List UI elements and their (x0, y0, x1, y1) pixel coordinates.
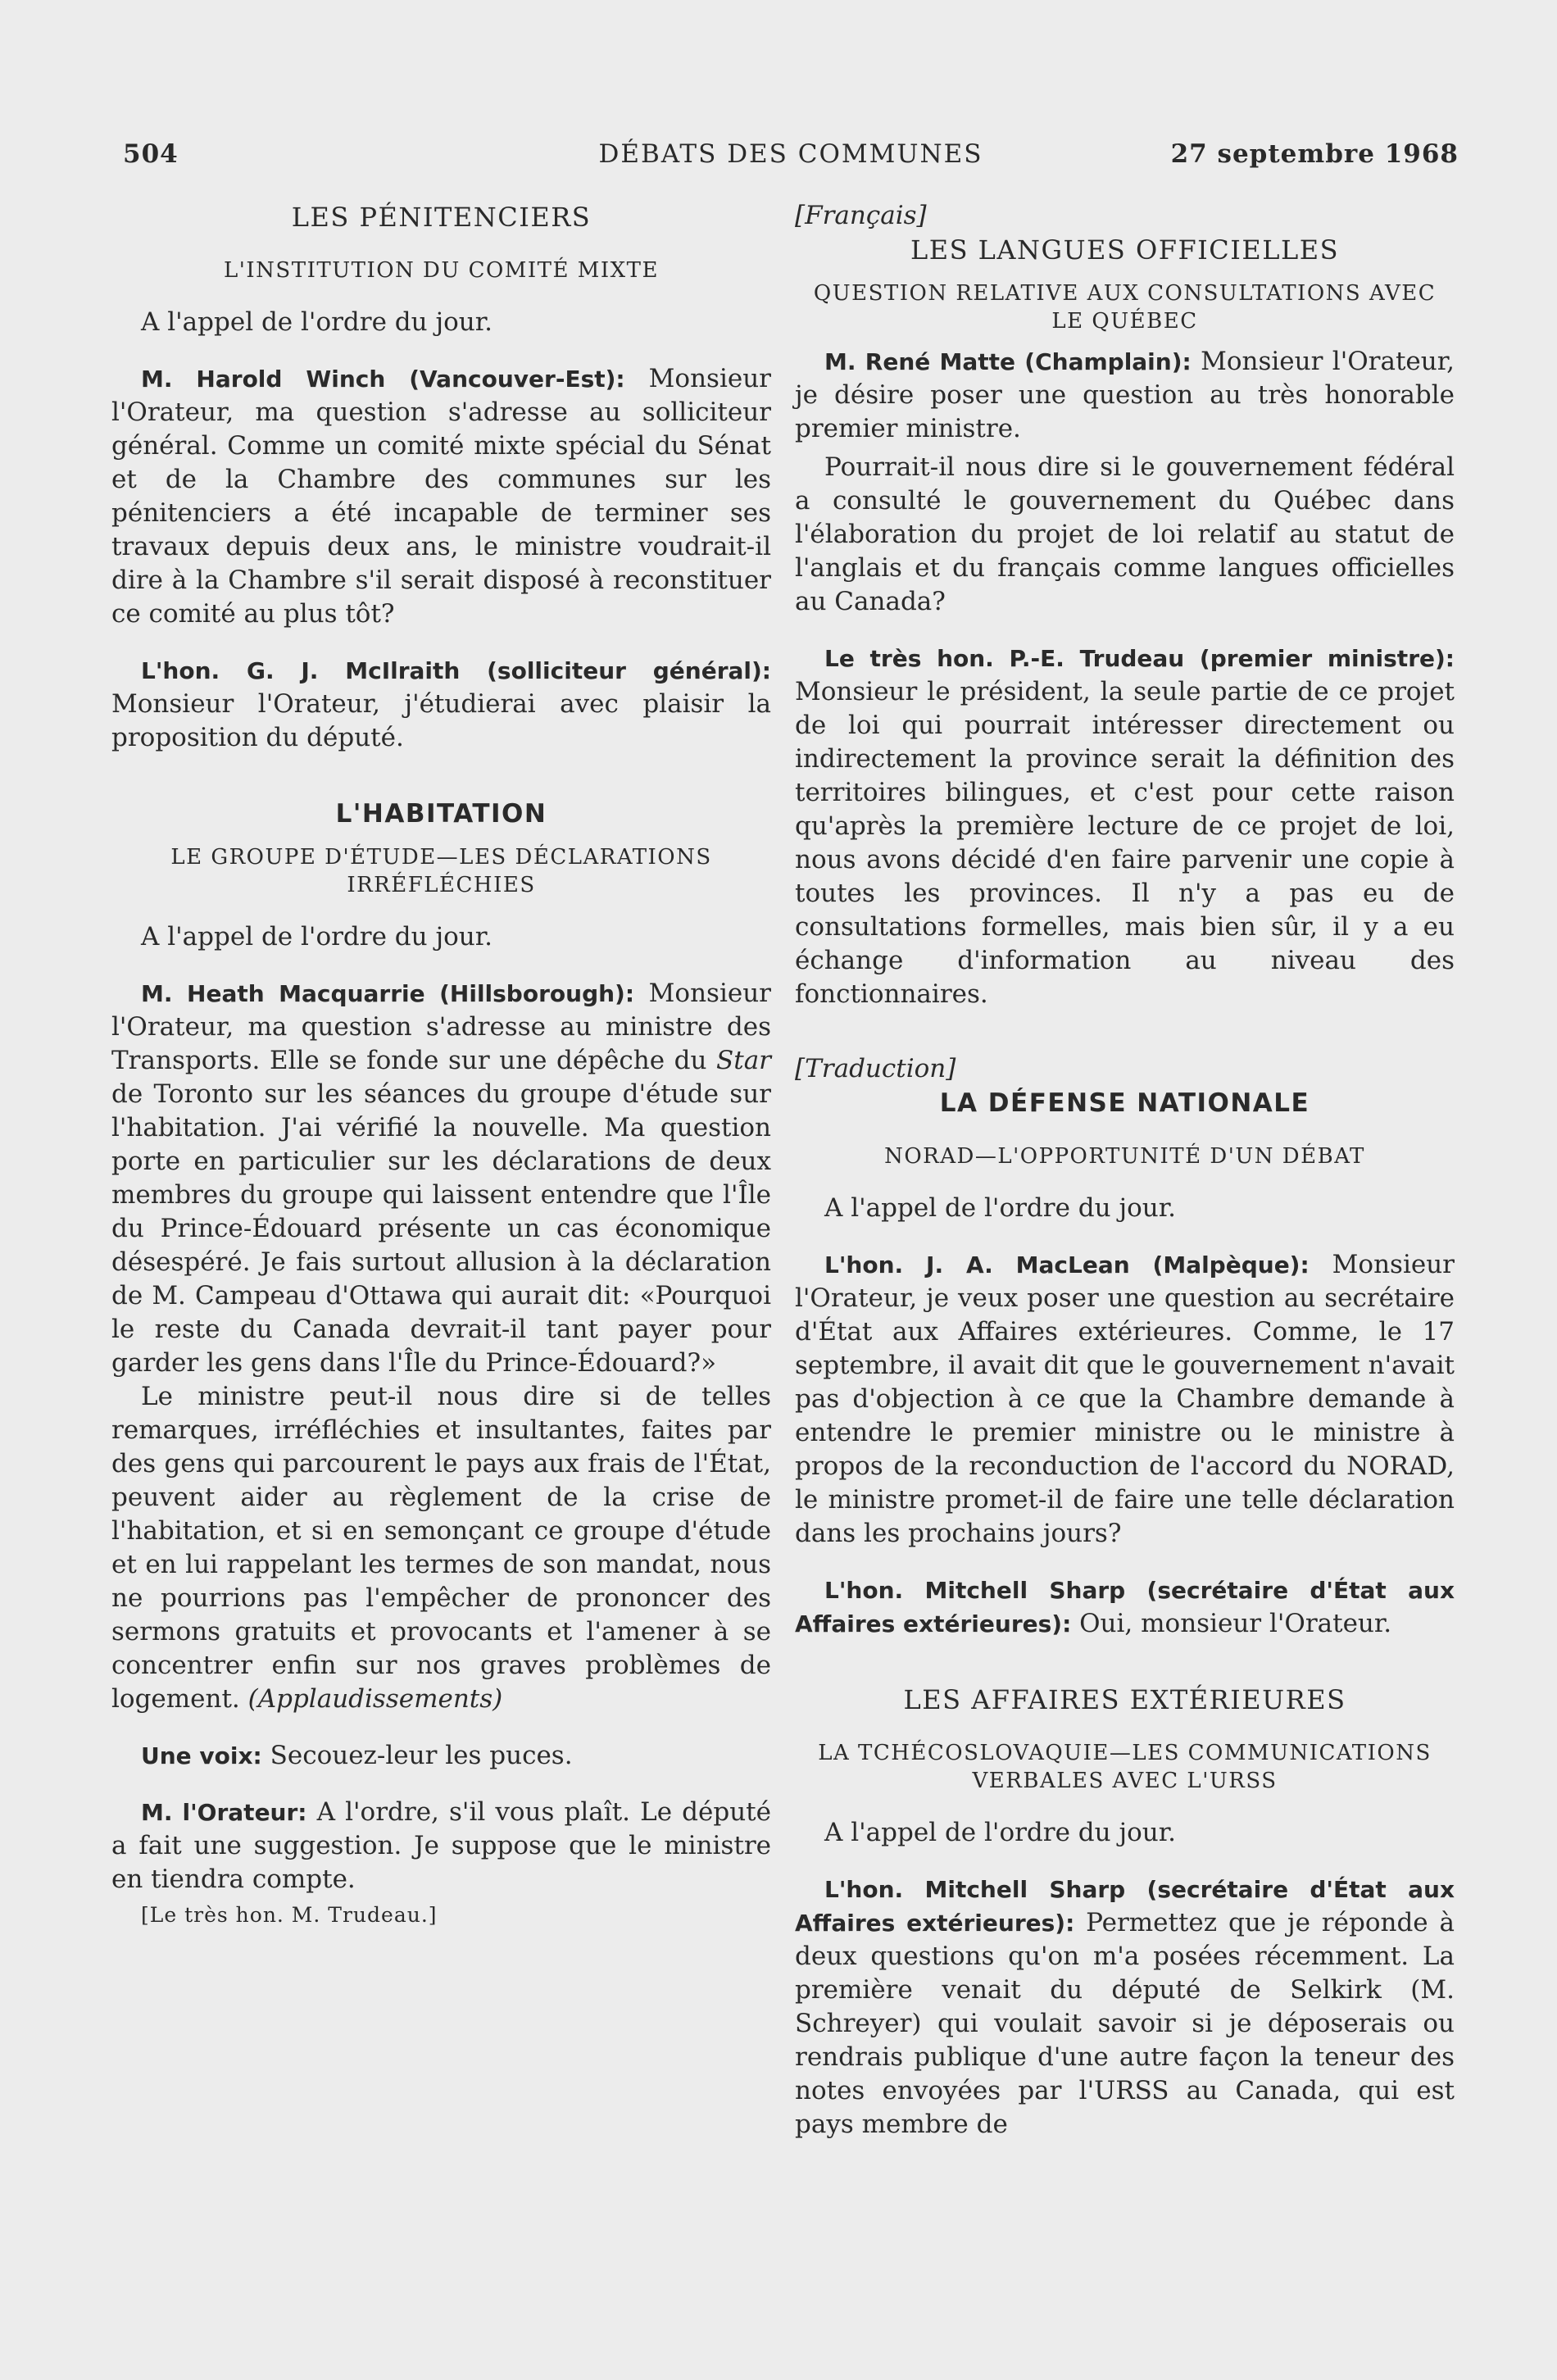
order-of-day: A l'appel de l'ordre du jour. (141, 307, 493, 337)
speech-text: Monsieur l'Orateur, ma question s'adresse au solliciteur général. Comme un comité mixte spécial du Sénat et de la Chambre des communes sur les pénitenciers a été incapable de terminer ses travaux depuis deux ans, le ministre voudrait-il dire à la Chambre s'il serait disposé à reconstituer ce comité au plus tôt? (111, 364, 771, 629)
section-subheading: QUESTION RELATIVE AUX CONSULTATIONS AVEC LE QUÉBEC (813, 281, 1437, 334)
right-column (795, 201, 1455, 2142)
speaker-name: L'hon. Mitchell Sharp (secrétaire d'État aux Affaires extérieures): (795, 1876, 1455, 1937)
speech-paragraph (111, 1739, 771, 1773)
speech-paragraph (111, 1796, 771, 1896)
speech-paragraph (795, 1248, 1455, 1551)
section-subheading: LA TCHÉCOSLOVAQUIE—LES COMMUNICATIONS VERBALES AVEC L'URSS (818, 1741, 1432, 1793)
speech-text: Le ministre peut-il nous dire si de telles remarques, irréfléchies et insultantes, faites par des gens qui parcourent le pays aux frais de l'État, peuvent aider au règlement de la crise de l'habitation, et si en semonçant ce groupe d'étude et en lui rappelant les termes de son mandat, nous ne pourrions pas l'empêcher de prononcer des sermons gratuits et provocants et l'amener à se concentrer enfin sur nos graves problèmes de logement. (111, 1382, 771, 1714)
speech-text: A l'ordre, s'il vous plaît. Le député a fait une suggestion. Je suppose que le ministre en tiendra compte. (111, 1797, 771, 1894)
speech-text: Monsieur l'Orateur, j'étudierai avec plaisir la proposition du député. (111, 689, 771, 752)
speaker-name: L'hon. Mitchell Sharp (secrétaire d'État aux Affaires extérieures): (795, 1577, 1455, 1637)
speaker-name: M. Heath Macquarrie (Hillsborough): (141, 980, 635, 1007)
speech-paragraph (111, 654, 771, 755)
speech-paragraph (111, 1380, 771, 1716)
left-column (111, 201, 771, 1927)
speaker-name: L'hon. G. J. McIlraith (solliciteur général): (141, 657, 771, 684)
speech-paragraph (795, 1574, 1455, 1641)
order-of-day: A l'appel de l'ordre du jour. (824, 1818, 1176, 1847)
speaker-name: Une voix: (141, 1742, 262, 1769)
speech-text: Monsieur l'Orateur, je désire poser une question au très honorable premier ministre. (795, 347, 1455, 443)
section-heading: L'HABITATION (335, 799, 547, 829)
section-heading: LES AFFAIRES EXTÉRIEURES (903, 1684, 1346, 1715)
speech-text: Secouez-leur les puces. (261, 1741, 573, 1770)
page-date: 27 septembre 1968 (1170, 139, 1459, 169)
speech-text: Permettez que je réponde à deux questions qu'on m'a posées récemment. La première venait du député de Selkirk (M. Schreyer) qui voulait savoir si je déposerais ou rendrais publique d'une autre façon la teneur des notes envoyées par l'URSS au Canada, qui est pays membre de (795, 1908, 1455, 2139)
page-number: 504 (123, 139, 179, 169)
section-subheading: L'INSTITUTION DU COMITÉ MIXTE (224, 258, 659, 283)
section-heading: LES PÉNITENCIERS (291, 202, 592, 233)
speech-text: Monsieur le président, la seule partie de ce projet de loi qui pourrait intéresser directement ou indirectement la province serait la définition des territoires bilingues, et c'est pour cette raison qu'après la première lecture de ce projet de loi, nous avons décidé d'en faire parvenir une copie à toutes les provinces. Il n'y a pas eu de consultations formelles, mais bien sûr, il y a eu échange d'information au niveau des fonctionnaires. (795, 677, 1455, 1009)
speech-paragraph (111, 977, 771, 1380)
page-header (123, 139, 1459, 180)
speech-paragraph (795, 1873, 1455, 2142)
language-tag: [Traduction] (795, 1054, 956, 1083)
order-of-day: A l'appel de l'ordre du jour. (824, 1193, 1176, 1223)
section-subheading: NORAD—L'OPPORTUNITÉ D'UN DÉBAT (884, 1144, 1365, 1169)
speaker-name: M. René Matte (Champlain): (824, 348, 1192, 375)
section-subheading: LE GROUPE D'ÉTUDE—LES DÉCLARATIONS IRRÉFLÉCHIES (170, 845, 712, 897)
applause-note: (Applaudissements) (247, 1684, 503, 1714)
speech-text: de Toronto sur les séances du groupe d'étude sur l'habitation. J'ai vérifié la nouvelle. Ma question porte en particulier sur les déclarations de deux membres du groupe qui laissent entendre que l'Île du Prince-Édouard présente un cas économique désespéré. Je fais surtout allusion à la déclaration de M. Campeau d'Ottawa qui aurait dit: «Pourquoi le reste du Canada devrait-il tant payer pour garder les gens dans l'Île du Prince-Édouard?» (111, 1079, 771, 1378)
running-title: DÉBATS DES COMMUNES (598, 139, 983, 169)
speaker-name: M. Harold Winch (Vancouver-Est): (141, 366, 625, 393)
speaker-name: M. l'Orateur: (141, 1799, 307, 1826)
section-heading: LES LANGUES OFFICIELLES (910, 234, 1340, 266)
section-heading: LA DÉFENSE NATIONALE (939, 1088, 1310, 1118)
language-tag: [Français] (795, 201, 927, 230)
order-of-day: A l'appel de l'ordre du jour. (141, 922, 493, 952)
speaker-name: Le très hon. P.-E. Trudeau (premier ministre): (824, 645, 1455, 672)
speech-text: Oui, monsieur l'Orateur. (1071, 1609, 1392, 1638)
newspaper-name: Star (716, 1046, 771, 1075)
speech-paragraph (795, 345, 1455, 446)
speaker-name: L'hon. J. A. MacLean (Malpèque): (824, 1251, 1310, 1279)
speech-paragraph (795, 642, 1455, 1011)
speaker-note: [Le très hon. M. Trudeau.] (141, 1903, 438, 1927)
speech-paragraph: Pourrait-il nous dire si le gouvernement fédéral a consulté le gouvernement du Québec dans l'élaboration du projet de loi relatif au statut de l'anglais et du français comme langues officielles au Canada? (795, 452, 1455, 616)
speech-paragraph (111, 362, 771, 631)
speech-text: Monsieur l'Orateur, je veux poser une question au secrétaire d'État aux Affaires extérieures. Comme, le 17 septembre, il avait dit que le gouvernement n'avait pas d'objection à ce que la Chambre demande à entendre le premier ministre ou le ministre à propos de la reconduction de l'accord du NORAD, le ministre promet-il de faire une telle déclaration dans les prochains jours? (795, 1250, 1455, 1548)
speech-text: Monsieur l'Orateur, ma question s'adresse au ministre des Transports. Elle se fonde sur une dépêche du (111, 979, 771, 1075)
